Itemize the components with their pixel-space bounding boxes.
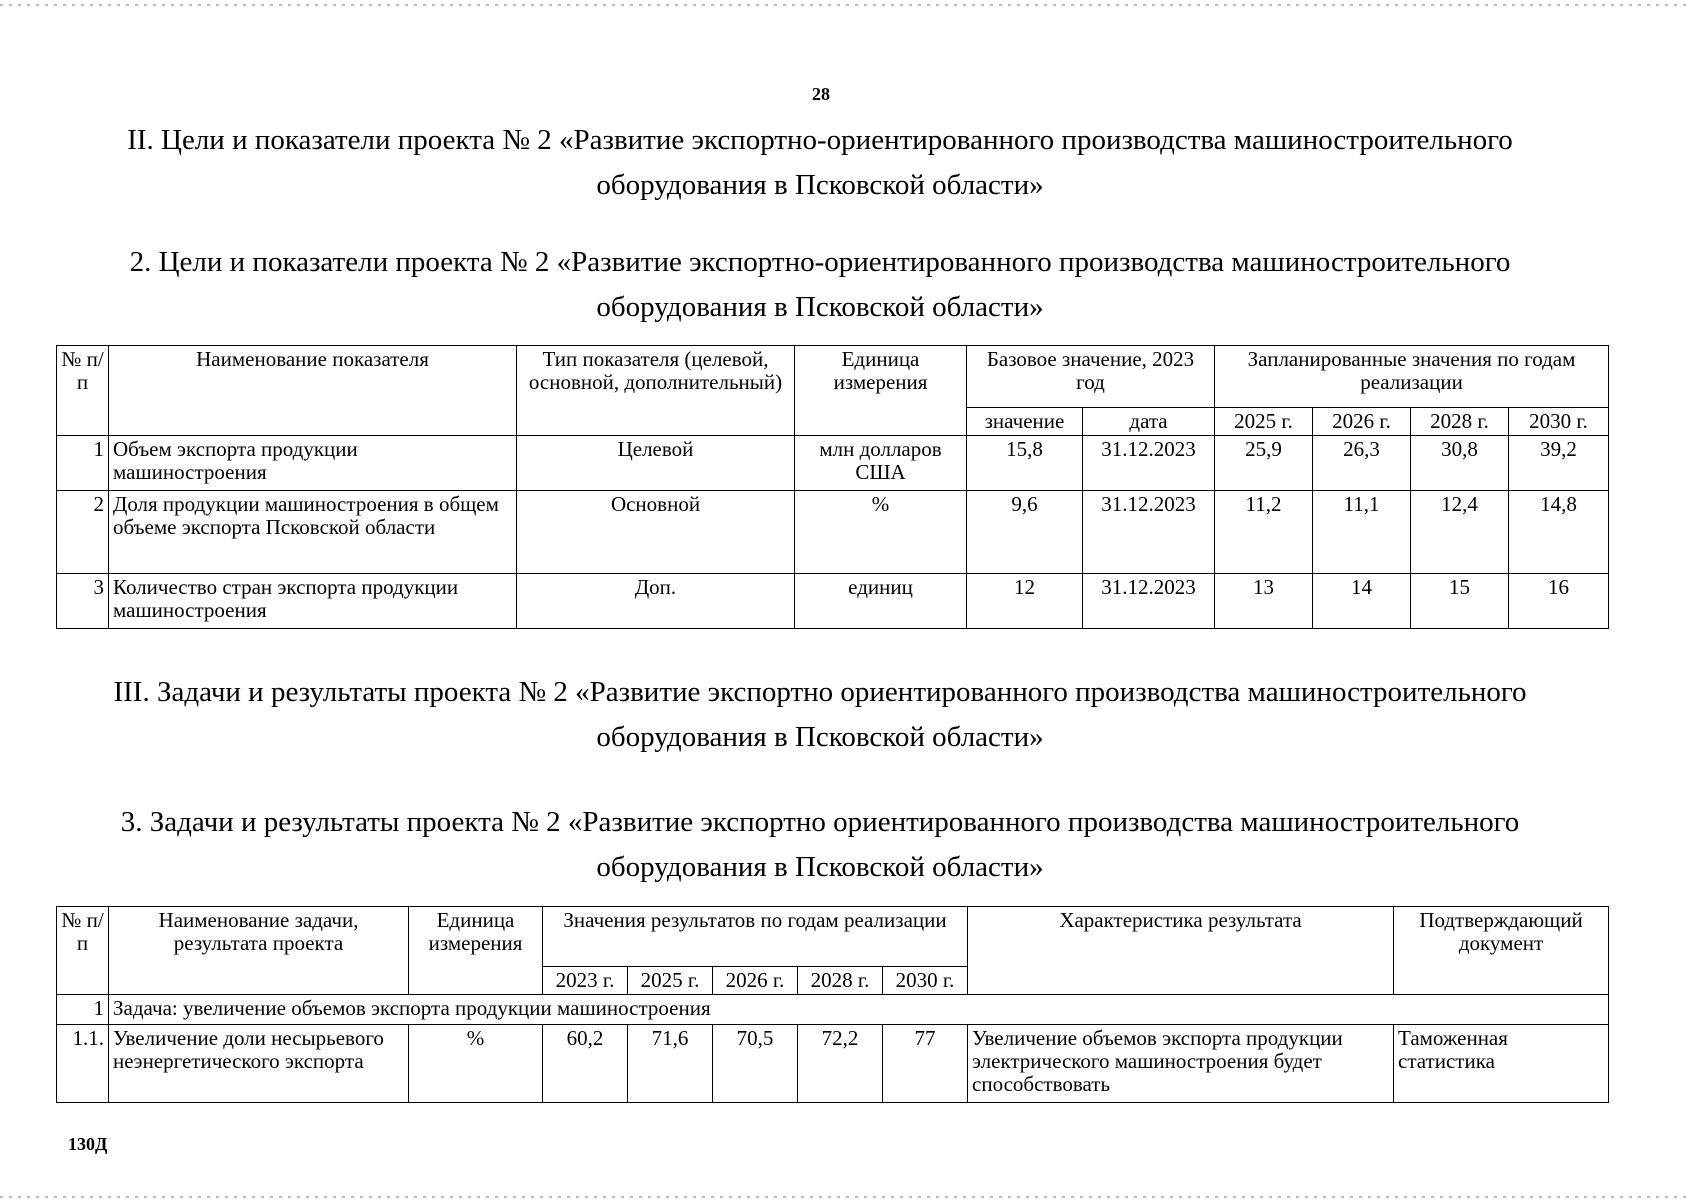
row-num: 2 <box>57 491 109 574</box>
header-document: Подтверждающий документ <box>1394 907 1609 995</box>
indicator-name: Объем экспорта продукции машиностроения <box>109 436 517 491</box>
indicator-type: Основной <box>517 491 795 574</box>
header-indicator-type: Тип показателя (целевой, основной, дополнительный) <box>517 346 795 436</box>
header-characteristic: Характеристика результата <box>968 907 1394 995</box>
section-heading-ii: II. Цели и показатели проекта № 2 «Развитие экспортно-ориентированного производства машиностроительного оборудования в Псковской области» <box>127 124 1513 201</box>
page-number: 28 <box>812 84 830 104</box>
value-2028: 72,2 <box>798 1025 883 1103</box>
header-date: дата <box>1083 408 1215 436</box>
tasks-table <box>56 906 1609 1103</box>
value-2026: 70,5 <box>713 1025 798 1103</box>
row-num: 1 <box>57 436 109 491</box>
base-value: 12 <box>967 574 1083 629</box>
header-2028: 2028 г. <box>1411 408 1509 436</box>
indicator-type: Целевой <box>517 436 795 491</box>
value-2030: 39,2 <box>1509 436 1609 491</box>
header-2030: 2030 г. <box>883 967 968 995</box>
table-row <box>57 436 1609 491</box>
header-num: № п/п <box>57 907 109 995</box>
indicator-unit: единиц <box>795 574 967 629</box>
value-2025: 25,9 <box>1215 436 1313 491</box>
indicator-type: Доп. <box>517 574 795 629</box>
base-value: 15,8 <box>967 436 1083 491</box>
header-2025: 2025 г. <box>628 967 713 995</box>
value-2026: 26,3 <box>1313 436 1411 491</box>
result-name: Увеличение доли несырьевого неэнергетического экспорта <box>109 1025 409 1103</box>
header-2026: 2026 г. <box>1313 408 1411 436</box>
value-2030: 16 <box>1509 574 1609 629</box>
value-2028: 12,4 <box>1411 491 1509 574</box>
table-row <box>57 574 1609 629</box>
value-2023: 60,2 <box>543 1025 628 1103</box>
value-2025: 13 <box>1215 574 1313 629</box>
result-num: 1.1. <box>57 1025 109 1103</box>
header-unit: Единица измерения <box>409 907 543 995</box>
header-planned-values: Запланированные значения по годам реализации <box>1215 346 1609 408</box>
section-heading-iii: III. Задачи и результаты проекта № 2 «Развитие экспортно ориентированного производства машиностроительного оборудования в Псковской области» <box>113 676 1527 753</box>
task-text: Задача: увеличение объемов экспорта продукции машиностроения <box>109 995 1609 1025</box>
base-date: 31.12.2023 <box>1083 436 1215 491</box>
confirming-document: Таможенная статистика <box>1394 1025 1609 1103</box>
indicator-unit: млн долларов США <box>795 436 967 491</box>
header-2028: 2028 г. <box>798 967 883 995</box>
task-num: 1 <box>57 995 109 1025</box>
header-2026: 2026 г. <box>713 967 798 995</box>
indicator-name: Доля продукции машиностроения в общем объеме экспорта Псковской области <box>109 491 517 574</box>
header-task-name: Наименование задачи, результата проекта <box>109 907 409 995</box>
task-row <box>57 995 1609 1025</box>
scan-edge-bottom <box>0 1196 1686 1198</box>
table-heading-3: 3. Задачи и результаты проекта № 2 «Развитие экспортно ориентированного производства машиностроительного оборудования в Псковской области» <box>120 806 1520 883</box>
table-row <box>57 1025 1609 1103</box>
result-unit: % <box>409 1025 543 1103</box>
scan-edge-top <box>0 4 1686 6</box>
value-2026: 11,1 <box>1313 491 1411 574</box>
header-2025: 2025 г. <box>1215 408 1313 436</box>
header-indicator-name: Наименование показателя <box>109 346 517 436</box>
header-2030: 2030 г. <box>1509 408 1609 436</box>
table-heading-2: 2. Цели и показатели проекта № 2 «Развитие экспортно-ориентированного производства машиностроительного оборудования в Псковской области» <box>129 246 1511 323</box>
header-2023: 2023 г. <box>543 967 628 995</box>
indicators-table <box>56 345 1609 629</box>
indicator-unit: % <box>795 491 967 574</box>
header-unit: Единица измерения <box>795 346 967 436</box>
value-2030: 77 <box>883 1025 968 1103</box>
value-2028: 15 <box>1411 574 1509 629</box>
header-result-values: Значения результатов по годам реализации <box>543 907 968 967</box>
header-base-value: Базовое значение, 2023 год <box>967 346 1215 408</box>
indicator-name: Количество стран экспорта продукции машиностроения <box>109 574 517 629</box>
result-characteristic: Увеличение объемов экспорта продукции электрического машиностроения будет способствовать <box>968 1025 1394 1103</box>
base-date: 31.12.2023 <box>1083 491 1215 574</box>
value-2030: 14,8 <box>1509 491 1609 574</box>
base-value: 9,6 <box>967 491 1083 574</box>
value-2025: 11,2 <box>1215 491 1313 574</box>
header-num: № п/п <box>57 346 109 436</box>
base-date: 31.12.2023 <box>1083 574 1215 629</box>
header-value: значение <box>967 408 1083 436</box>
value-2026: 14 <box>1313 574 1411 629</box>
value-2025: 71,6 <box>628 1025 713 1103</box>
table-row <box>57 491 1609 574</box>
footer-code: 130Д <box>68 1134 108 1154</box>
row-num: 3 <box>57 574 109 629</box>
value-2028: 30,8 <box>1411 436 1509 491</box>
